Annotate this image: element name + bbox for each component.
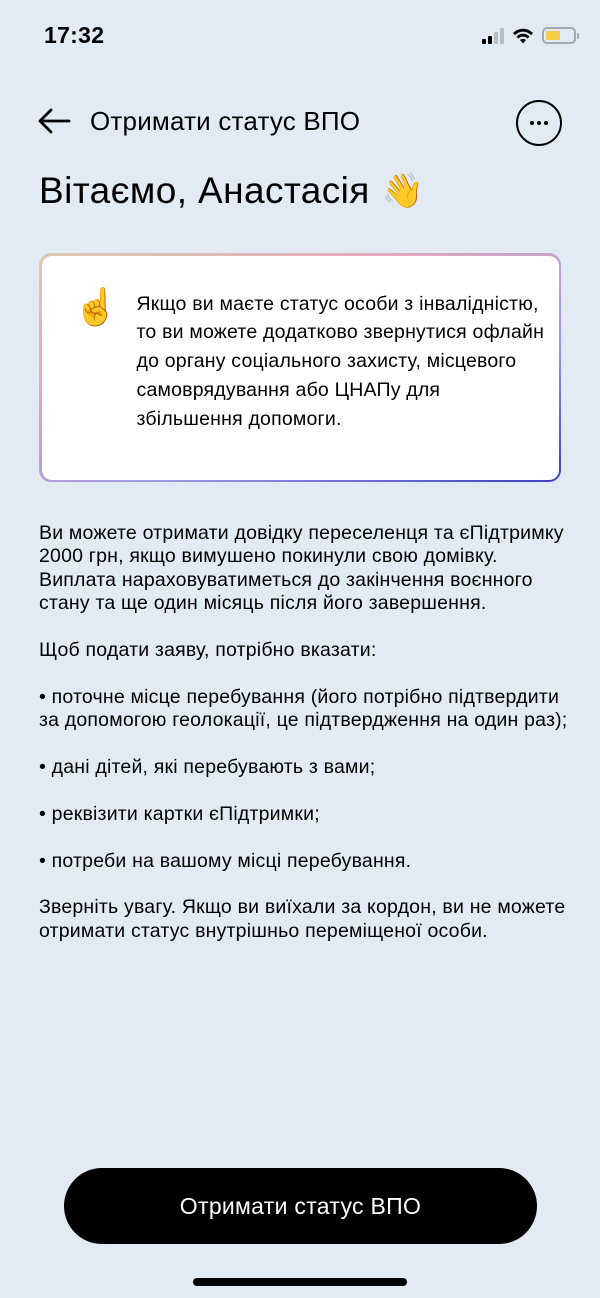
dot <box>537 121 541 125</box>
get-idp-status-button[interactable]: Отримати статус ВПО <box>64 1168 537 1244</box>
arrow-left-icon <box>37 108 71 134</box>
more-options-button[interactable] <box>516 100 562 146</box>
info-card-text: Якщо ви маєте статус особи з інвалідністю, то ви можете додатково звернутися офлайн до органу соціального захисту, місцевого самоврядування або ЦНАПу для збільшення допомоги. <box>136 292 545 430</box>
nav-title: Отримати статус ВПО <box>90 106 361 136</box>
wifi-icon <box>512 28 534 44</box>
cellular-signal-icon <box>482 28 504 44</box>
status-icons <box>482 27 576 44</box>
waving-hand-icon: 👋 <box>381 172 425 210</box>
list-item: • реквізити картки єПідтримки; <box>39 802 320 825</box>
status-time: 17:32 <box>44 22 105 48</box>
list-item: • дані дітей, які перебувають з вами; <box>39 756 376 779</box>
battery-icon <box>542 27 576 44</box>
dot <box>544 121 548 125</box>
home-indicator[interactable] <box>193 1278 407 1286</box>
greeting-heading <box>39 170 424 212</box>
greeting-text: Вітаємо, Анастасія <box>39 170 370 211</box>
battery-level <box>546 31 560 40</box>
info-card <box>39 253 561 482</box>
list-item: • поточне місце перебування (його потрібно підтвердити за допомогою геолокації, це підтвердження на один раз); <box>39 685 568 732</box>
back-button[interactable] <box>36 106 72 136</box>
list-heading: Щоб подати заяву, потрібно вказати: <box>39 639 377 662</box>
pointing-up-icon: ☝️ <box>73 285 119 327</box>
notice-paragraph: Зверніть увагу. Якщо ви виїхали за кордон, ви не можете отримати статус внутрішньо переміщеної особи. <box>39 896 566 942</box>
description <box>39 522 569 967</box>
status-bar <box>0 0 600 74</box>
info-card-body <box>42 256 559 480</box>
nav-bar <box>0 98 600 148</box>
intro-paragraph: Ви можете отримати довідку переселенця та єПідтримку 2000 грн, якщо вимушено покинули свою домівку. Виплата нараховуватиметься до закінчення воєнного стану та ще один місяць після його завершення. <box>39 522 564 615</box>
list-item: • потреби на вашому місці перебування. <box>39 849 412 872</box>
more-horizontal-icon <box>530 121 534 125</box>
